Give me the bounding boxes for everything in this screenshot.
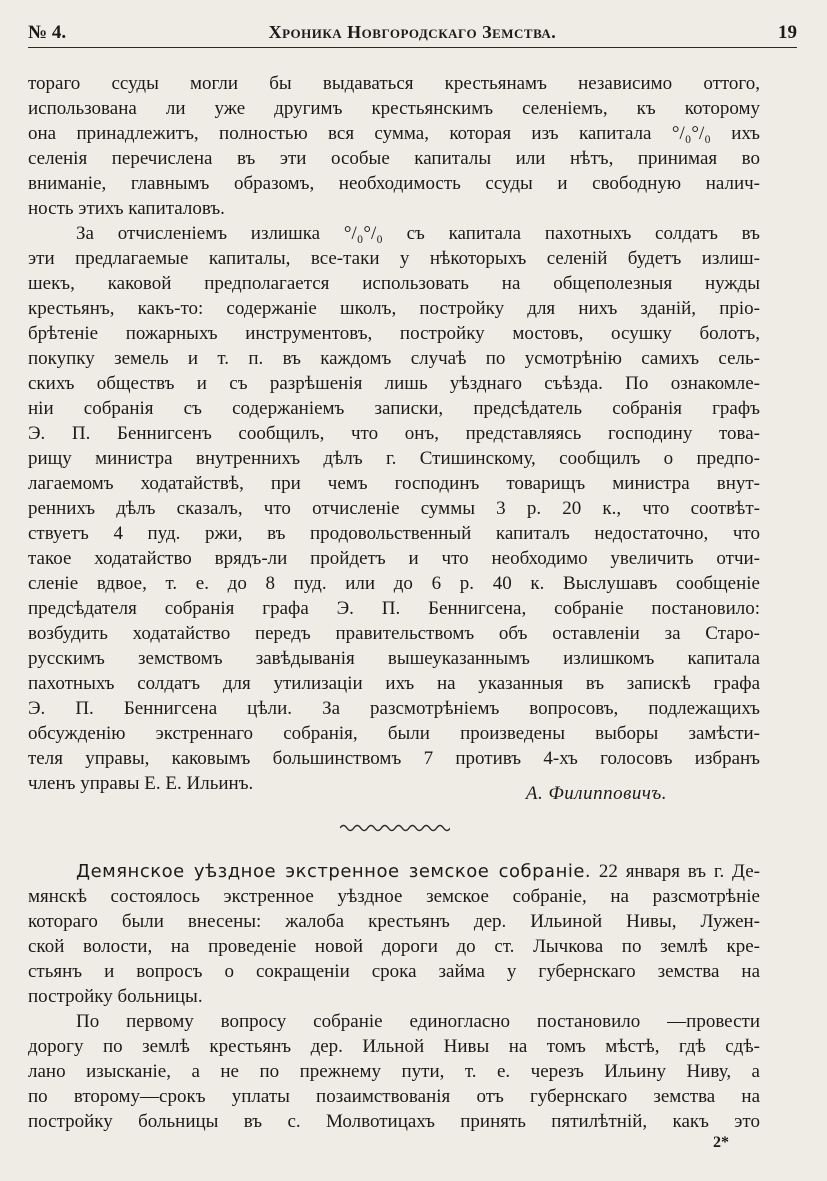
text-fragment: 22 января въ г. Де-: [598, 861, 760, 882]
text-line: котораго были внесены: жалоба крестьянъ дер. Ильиной Нивы, Лужен-: [28, 911, 760, 932]
text-line: ніи собранія съ содержаніемъ записки, предсѣдатель собранія графъ: [28, 398, 760, 419]
text-line: брѣтеніе пожарныхъ инструментовъ, постройку мостовъ, осушку болотъ,: [28, 323, 760, 344]
text-line: ствуетъ 4 пуд. ржи, въ продовольственный капиталъ недостаточно, что: [28, 523, 760, 544]
text-line: ность этихъ капиталовъ.: [28, 198, 225, 219]
page-number: 19: [778, 22, 797, 43]
text-line: по второму—срокъ уплаты позаимствованія отъ губернскаго земства на: [28, 1086, 760, 1107]
text-line: Э. П. Беннигсенъ сообщилъ, что онъ, представляясь господину това-: [28, 423, 760, 444]
text-line: вниманіе, главнымъ образомъ, необходимость ссуды и свободную налич-: [28, 173, 760, 194]
text-line: покупку земель и т. п. въ каждомъ случаѣ по усмотрѣнію самихъ сель-: [28, 348, 760, 369]
section-title: Демянское уѣздное экстренное земское собраніе.: [76, 861, 592, 882]
text-line: такое ходатайство врядъ-ли пройдетъ и что необходимо увеличить отчи-: [28, 548, 760, 569]
section-first-line: [76, 860, 760, 884]
text-line: эти предлагаемые капиталы, все-таки у нѣкоторыхъ селеній будетъ излиш-: [28, 248, 760, 269]
text-line: ской волости, на проведеніе новой дороги до ст. Лычкова по землѣ кре-: [28, 936, 760, 957]
issue-number: № 4.: [28, 22, 67, 43]
running-title: Хроника Новгородскаго Земства.: [268, 22, 557, 42]
text-line: лано изысканіе, а не по прежнему пути, т. е. черезъ Ильину Ниву, а: [28, 1061, 760, 1082]
text-line: Э. П. Беннигсена цѣли. За разсмотрѣніемъ вопросовъ, подлежащихъ: [28, 698, 760, 719]
text-line: За отчисленіемъ излишка °/₀°/₀ съ капитала пахотныхъ солдатъ въ: [76, 223, 760, 244]
text-line: она принадлежитъ, полностью вся сумма, которая изъ капитала °/₀°/₀ ихъ: [28, 123, 760, 144]
text-line: русскимъ земствомъ завѣдыванія вышеуказаннымъ излишкомъ капитала: [28, 648, 760, 669]
signature-mark: 2*: [713, 1134, 729, 1151]
text-line: дорогу по землѣ крестьянъ дер. Ильной Нивы на томъ мѣстѣ, гдѣ сдѣ-: [28, 1036, 760, 1057]
text-line: шекъ, каковой предполагается использовать на общеполезныя нужды: [28, 273, 760, 294]
text-line: мянскѣ состоялось экстренное уѣздное земское собраніе, на разсмотрѣніе: [28, 886, 760, 907]
text-line: крестьянъ, какъ-то: содержаніе школъ, постройку для нихъ зданій, пріо-: [28, 298, 760, 319]
section-divider-ornament: [340, 822, 450, 834]
text-line: тораго ссуды могли бы выдаваться крестьянамъ независимо оттого,: [28, 73, 760, 94]
text-line: теля управы, каковымъ большинствомъ 7 противъ 4-хъ голосовъ избранъ: [28, 748, 760, 769]
author-signature: А. Филипповичъ.: [525, 783, 667, 804]
text-line: членъ управы Е. Е. Ильинъ.: [28, 773, 254, 794]
text-line: рищу министра внутреннихъ дѣлъ г. Стишинскому, сообщилъ о предпо-: [28, 448, 760, 469]
text-line: предсѣдателя собранія графа Э. П. Беннигсена, собраніе постановило:: [28, 598, 760, 619]
text-line: По первому вопросу собраніе единогласно постановило —провести: [76, 1011, 760, 1032]
text-line: постройку больницы.: [28, 986, 203, 1007]
text-line: лагаемомъ ходатайствѣ, при чемъ господинъ товарищъ министра внут-: [28, 473, 760, 494]
text-line: пахотныхъ солдатъ для утилизаціи ихъ на указанныя въ запискѣ графа: [28, 673, 760, 694]
header-rule: [28, 47, 797, 48]
text-line: постройку больницы въ с. Молвотицахъ принять пятилѣтній, какъ это: [28, 1111, 760, 1132]
text-line: обсужденію экстреннаго собранія, были произведены выборы замѣсти-: [28, 723, 760, 744]
page-header: [28, 18, 797, 48]
text-line: использована ли уже другимъ крестьянскимъ селеніемъ, къ которому: [28, 98, 760, 119]
text-line: скихъ обществъ и съ разрѣшенія лишь уѣзднаго съѣзда. По ознакомле-: [28, 373, 760, 394]
text-line: сленіе вдвое, т. е. до 8 пуд. или до 6 р. 40 к. Выслушавъ сообщеніе: [28, 573, 760, 594]
text-line: стьянъ и вопросъ о сокращеніи срока займа у губернскаго земства на: [28, 961, 760, 982]
text-line: возбудить ходатайство передъ правительствомъ объ оставленіи за Старо-: [28, 623, 760, 644]
text-line: реннихъ дѣлъ сказалъ, что отчисленіе суммы 3 р. 20 к., что соотвѣт-: [28, 498, 760, 519]
text-line: селенія перечислена въ эти особые капиталы или нѣтъ, принимая во: [28, 148, 760, 169]
